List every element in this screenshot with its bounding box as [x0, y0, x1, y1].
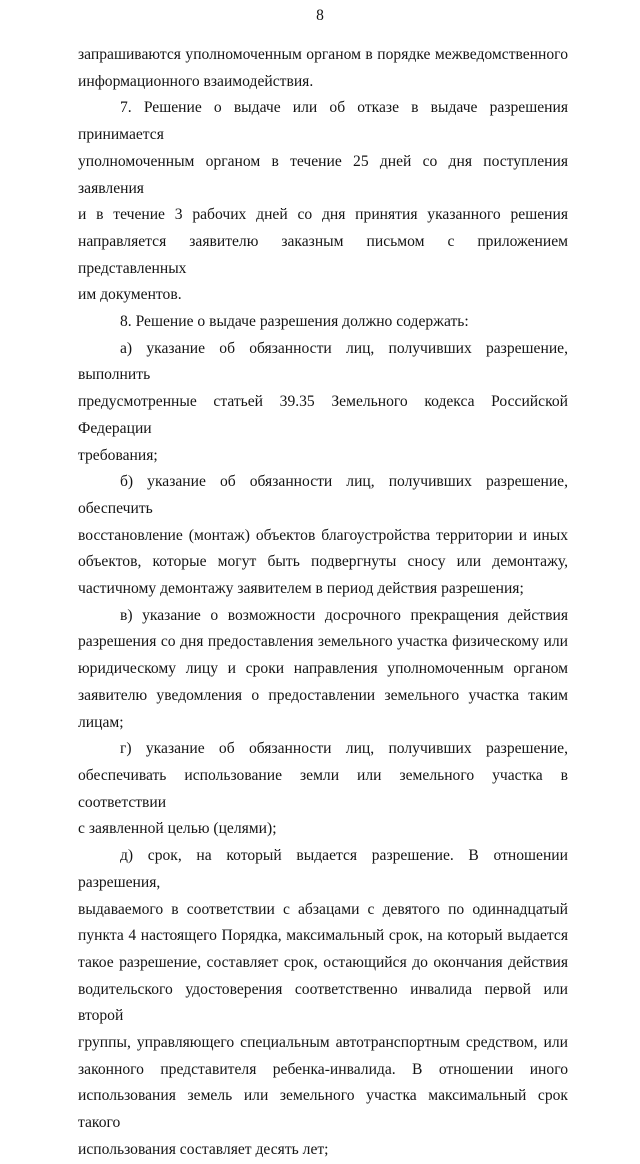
- text-line: частичному демонтажу заявителем в период действия разрешения;: [78, 580, 524, 598]
- text-line: заявителю уведомления о предоставлении земельного участка таким лицам;: [78, 686, 568, 731]
- paragraph-item-8: [78, 309, 568, 336]
- paragraph-item-8v: [78, 603, 568, 737]
- paragraph-item-7: [78, 95, 568, 309]
- text-line: информационного взаимодействия.: [78, 72, 314, 90]
- text-line: требования;: [78, 446, 158, 464]
- paragraph-item-8d: [78, 843, 568, 1163]
- text-line: пункта 4 настоящего Порядка, максимальный срок, на который выдается: [78, 927, 568, 945]
- text-line: юридическому лицу и сроки направления уполномоченным органом: [78, 660, 568, 678]
- text-line: запрашиваются уполномоченным органом в порядке межведомственного: [78, 46, 568, 63]
- text-line: им документов.: [78, 286, 182, 304]
- text-line: а) указание об обязанности лиц, получивших разрешение, выполнить: [78, 339, 568, 384]
- text-line: объектов, которые могут быть подвергнуты сносу или демонтажу,: [78, 553, 568, 571]
- document-body: [78, 42, 568, 1164]
- text-line: направляется заявителю заказным письмом с приложением представленных: [78, 232, 568, 277]
- text-line: 7. Решение о выдаче или об отказе в выдаче разрешения принимается: [78, 99, 568, 144]
- text-line: уполномоченным органом в течение 25 дней со дня поступления заявления: [78, 152, 568, 197]
- text-line: такое разрешение, составляет срок, остающийся до окончания действия: [78, 953, 568, 971]
- text-line: и в течение 3 рабочих дней со дня принятия указанного решения: [78, 206, 568, 224]
- text-line: законного представителя ребенка-инвалида. В отношении иного: [78, 1060, 568, 1078]
- text-line: д) срок, на который выдается разрешение. В отношении разрешения,: [78, 847, 568, 891]
- paragraph-item-8a: [78, 336, 568, 470]
- text-line: в) указание о возможности досрочного прекращения действия: [120, 606, 568, 624]
- paragraph-continuation: [78, 42, 568, 95]
- text-line: 8. Решение о выдаче разрешения должно содержать:: [120, 313, 469, 331]
- text-line: выдаваемого в соответствии с абзацами с девятого по одиннадцатый: [78, 900, 568, 918]
- text-line: г) указание об обязанности лиц, получивших разрешение,: [120, 740, 568, 758]
- text-line: разрешения со дня предоставления земельного участка физическому или: [78, 633, 568, 651]
- text-line: обеспечивать использование земли или земельного участка в соответствии: [78, 766, 568, 811]
- paragraph-item-8b: [78, 469, 568, 603]
- paragraph-item-8g: [78, 736, 568, 843]
- text-line: б) указание об обязанности лиц, получивших разрешение, обеспечить: [78, 473, 568, 517]
- text-line: предусмотренные статьей 39.35 Земельного кодекса Российской Федерации: [78, 393, 568, 437]
- text-line: восстановление (монтаж) объектов благоустройства территории и иных: [78, 526, 568, 544]
- text-line: водительского удостоверения соответственно инвалида первой или второй: [78, 980, 568, 1025]
- text-line: группы, управляющего специальным автотранспортным средством, или: [78, 1034, 568, 1052]
- text-line: использования земель или земельного участка максимальный срок такого: [78, 1087, 568, 1132]
- page-number: 8: [316, 7, 324, 24]
- text-line: использования составляет десять лет;: [78, 1140, 329, 1158]
- text-line: с заявленной целью (целями);: [78, 820, 277, 838]
